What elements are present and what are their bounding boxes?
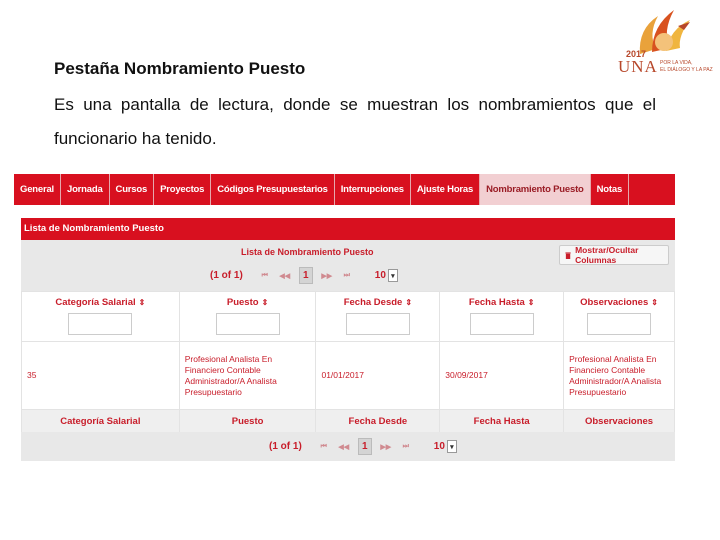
sort-icon: ⇕	[527, 298, 535, 307]
tab-general[interactable]: General	[14, 174, 61, 205]
page-number[interactable]: 1	[358, 438, 372, 455]
footer-categoria: Categoría Salarial	[22, 410, 180, 433]
chevron-down-icon: ▾	[447, 440, 457, 453]
page-info: (1 of 1)	[269, 441, 302, 452]
tab-notas[interactable]: Notas	[591, 174, 629, 205]
cell-fecha-hasta: 30/09/2017	[440, 342, 564, 410]
slide-title: Pestaña Nombramiento Puesto	[54, 59, 306, 78]
panel-header: Lista de Nombramiento Puesto	[21, 218, 675, 240]
slide-description: Es una pantalla de lectura, donde se muestran los nombramientos que el funcionario ha tenido.	[54, 95, 656, 148]
tab-ajuste-horas[interactable]: Ajuste Horas	[411, 174, 480, 205]
logo-motto-line1: POR LA VIDA,	[660, 60, 693, 66]
previous-page-icon[interactable]: ◀◀	[338, 443, 350, 451]
tab-nombramiento-puesto[interactable]: Nombramiento Puesto	[480, 174, 591, 205]
tab-proyectos[interactable]: Proyectos	[154, 174, 211, 205]
footer-observaciones: Observaciones	[564, 410, 675, 433]
tab-jornada[interactable]: Jornada	[61, 174, 110, 205]
header-row	[22, 292, 675, 342]
table-row[interactable]	[22, 342, 675, 410]
filter-fecha-hasta-input[interactable]	[470, 313, 534, 335]
column-label: Categoría Salarial	[55, 297, 136, 308]
logo-motto-line2: EL DIÁLOGO Y LA PAZ	[660, 67, 713, 73]
cell-fecha-desde: 01/01/2017	[316, 342, 440, 410]
footer-row	[22, 410, 675, 433]
footer-fecha-hasta: Fecha Hasta	[440, 410, 564, 433]
last-page-icon[interactable]: ⏭	[402, 442, 409, 450]
sort-icon: ⇕	[651, 298, 658, 307]
first-page-icon[interactable]: ⏮	[261, 271, 268, 279]
rows-per-page-select[interactable]	[434, 440, 457, 453]
trash-icon	[565, 251, 571, 260]
previous-page-icon[interactable]: ◀◀	[279, 272, 291, 280]
chevron-down-icon: ▾	[388, 269, 398, 282]
column-header-categoria[interactable]	[22, 292, 180, 342]
toggle-columns-button[interactable]	[559, 245, 669, 265]
una-logo	[618, 4, 718, 76]
top-paginator	[210, 267, 398, 284]
cell-observaciones: Profesional Analista En Financiero Contable Administrador/A Analista Presupuestario	[564, 342, 675, 410]
page-number[interactable]: 1	[299, 267, 313, 284]
caption-title: Lista de Nombramiento Puesto	[241, 247, 374, 257]
cell-puesto: Profesional Analista En Financiero Contable Administrador/A Analista Presupuestario	[179, 342, 316, 410]
appointments-table	[21, 291, 675, 433]
cell-categoria: 35	[22, 342, 180, 410]
first-page-icon[interactable]: ⏮	[320, 442, 327, 450]
logo-year: 2017	[626, 49, 647, 59]
sort-icon: ⇕	[405, 298, 413, 307]
column-header-fecha-desde[interactable]	[316, 292, 440, 342]
filter-fecha-desde-input[interactable]	[346, 313, 410, 335]
tab-cursos[interactable]: Cursos	[110, 174, 155, 205]
next-page-icon[interactable]: ▶▶	[321, 272, 333, 280]
tab-bar	[14, 174, 675, 205]
rows-per-page-value: 10	[374, 270, 386, 281]
bottom-paginator-bar	[21, 432, 675, 461]
filter-puesto-input[interactable]	[216, 313, 280, 335]
bottom-paginator	[269, 438, 457, 455]
filter-categoria-input[interactable]	[68, 313, 132, 335]
column-label: Puesto	[226, 297, 259, 308]
table-caption	[21, 240, 675, 291]
tab-codigos-presupuestarios[interactable]: Códigos Presupuestarios	[211, 174, 334, 205]
rows-per-page-select[interactable]	[375, 269, 398, 282]
page-info: (1 of 1)	[210, 270, 243, 281]
toggle-columns-label: Mostrar/Ocultar Columnas	[575, 245, 639, 265]
column-label: Fecha Hasta	[468, 297, 525, 308]
footer-puesto: Puesto	[179, 410, 316, 433]
rows-per-page-value: 10	[433, 441, 445, 452]
filter-observaciones-input[interactable]	[587, 313, 651, 335]
column-header-fecha-hasta[interactable]	[440, 292, 564, 342]
logo-name: UNA	[618, 57, 658, 76]
sort-icon: ⇕	[138, 298, 146, 307]
next-page-icon[interactable]: ▶▶	[380, 443, 392, 451]
column-label: Observaciones	[580, 297, 649, 308]
column-label: Fecha Desde	[343, 297, 403, 308]
sort-icon: ⇕	[261, 298, 269, 307]
column-header-observaciones[interactable]	[564, 292, 675, 342]
footer-fecha-desde: Fecha Desde	[316, 410, 440, 433]
tab-interrupciones[interactable]: Interrupciones	[335, 174, 411, 205]
column-header-puesto[interactable]	[179, 292, 316, 342]
last-page-icon[interactable]: ⏭	[343, 271, 350, 279]
